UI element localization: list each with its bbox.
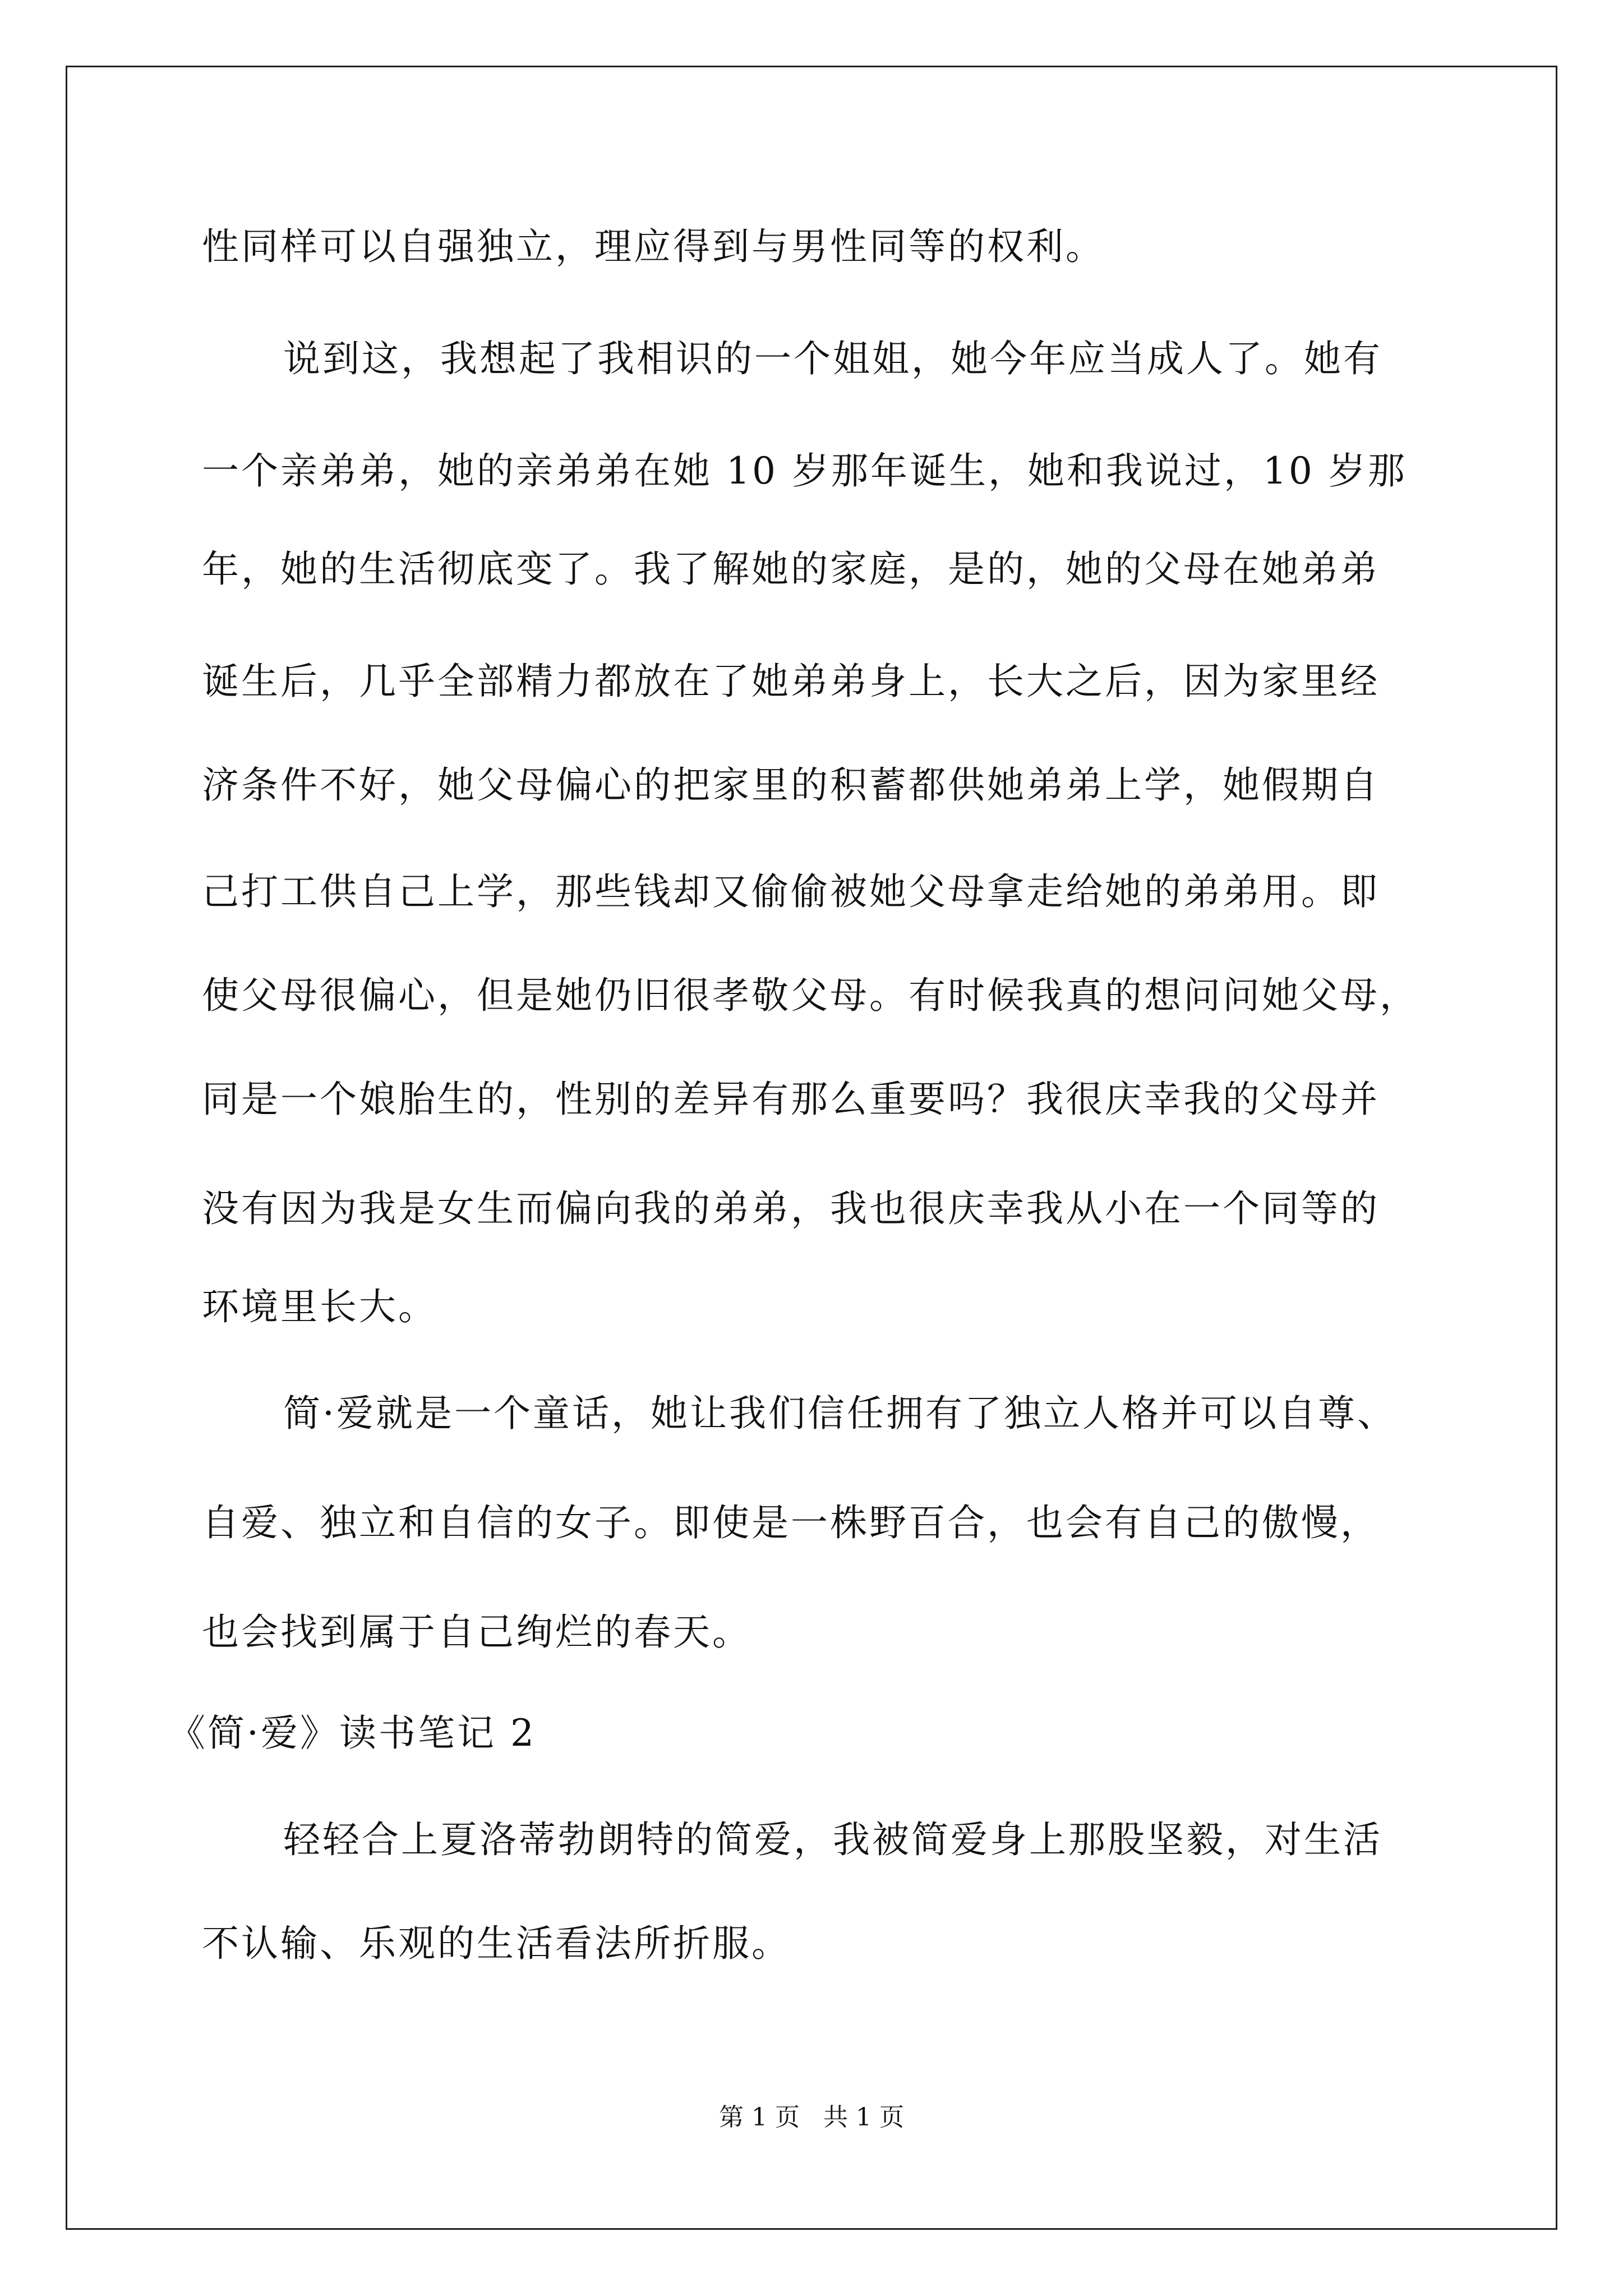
text-line-4: 年，她的生活彻底变了。我了解她的家庭，是的，她的父母在她弟弟 xyxy=(202,547,1380,591)
text-line-13: 自爱、独立和自信的女子。即使是一株野百合，也会有自己的傲慢， xyxy=(202,1501,1380,1544)
text-line-6: 济条件不好，她父母偏心的把家里的积蓄都供她弟弟上学，她假期自 xyxy=(202,763,1380,807)
text-line-11: 环境里长大。 xyxy=(202,1285,437,1328)
text-line-10: 没有因为我是女生而偏向我的弟弟，我也很庆幸我从小在一个同等的 xyxy=(202,1187,1380,1230)
section-heading: 《简·爱》读书笔记 2 xyxy=(168,1711,536,1755)
text-line-8: 使父母很偏心，但是她仍旧很孝敬父母。有时候我真的想问问她父母， xyxy=(202,974,1419,1017)
paragraph-start-line: 简·爱就是一个童话，她让我们信任拥有了独立人格并可以自尊、 xyxy=(283,1392,1396,1435)
text-line-7: 己打工供自己上学，那些钱却又偷偷被她父母拿走给她的弟弟用。即 xyxy=(202,870,1380,913)
page-footer: 第 1 页 共 1 页 xyxy=(719,2103,904,2132)
text-line-3: 一个亲弟弟，她的亲弟弟在她 10 岁那年诞生，她和我说过，10 岁那 xyxy=(202,449,1407,493)
paragraph-start-line: 轻轻合上夏洛蒂勃朗特的简爱，我被简爱身上那股坚毅，对生活 xyxy=(283,1818,1382,1861)
text-line-1: 性同样可以自强独立，理应得到与男性同等的权利。 xyxy=(202,225,1105,268)
text-line-5: 诞生后，几乎全部精力都放在了她弟弟身上，长大之后，因为家里经 xyxy=(202,660,1380,703)
text-line-17: 不认输、乐观的生活看法所折服。 xyxy=(202,1922,791,1965)
text-line-9: 同是一个娘胎生的，性别的差异有那么重要吗？我很庆幸我的父母并 xyxy=(202,1078,1380,1121)
text-line-14: 也会找到属于自己绚烂的春天。 xyxy=(202,1611,751,1654)
paragraph-start-line: 说到这，我想起了我相识的一个姐姐，她今年应当成人了。她有 xyxy=(283,337,1382,380)
page-border xyxy=(66,66,1557,2230)
